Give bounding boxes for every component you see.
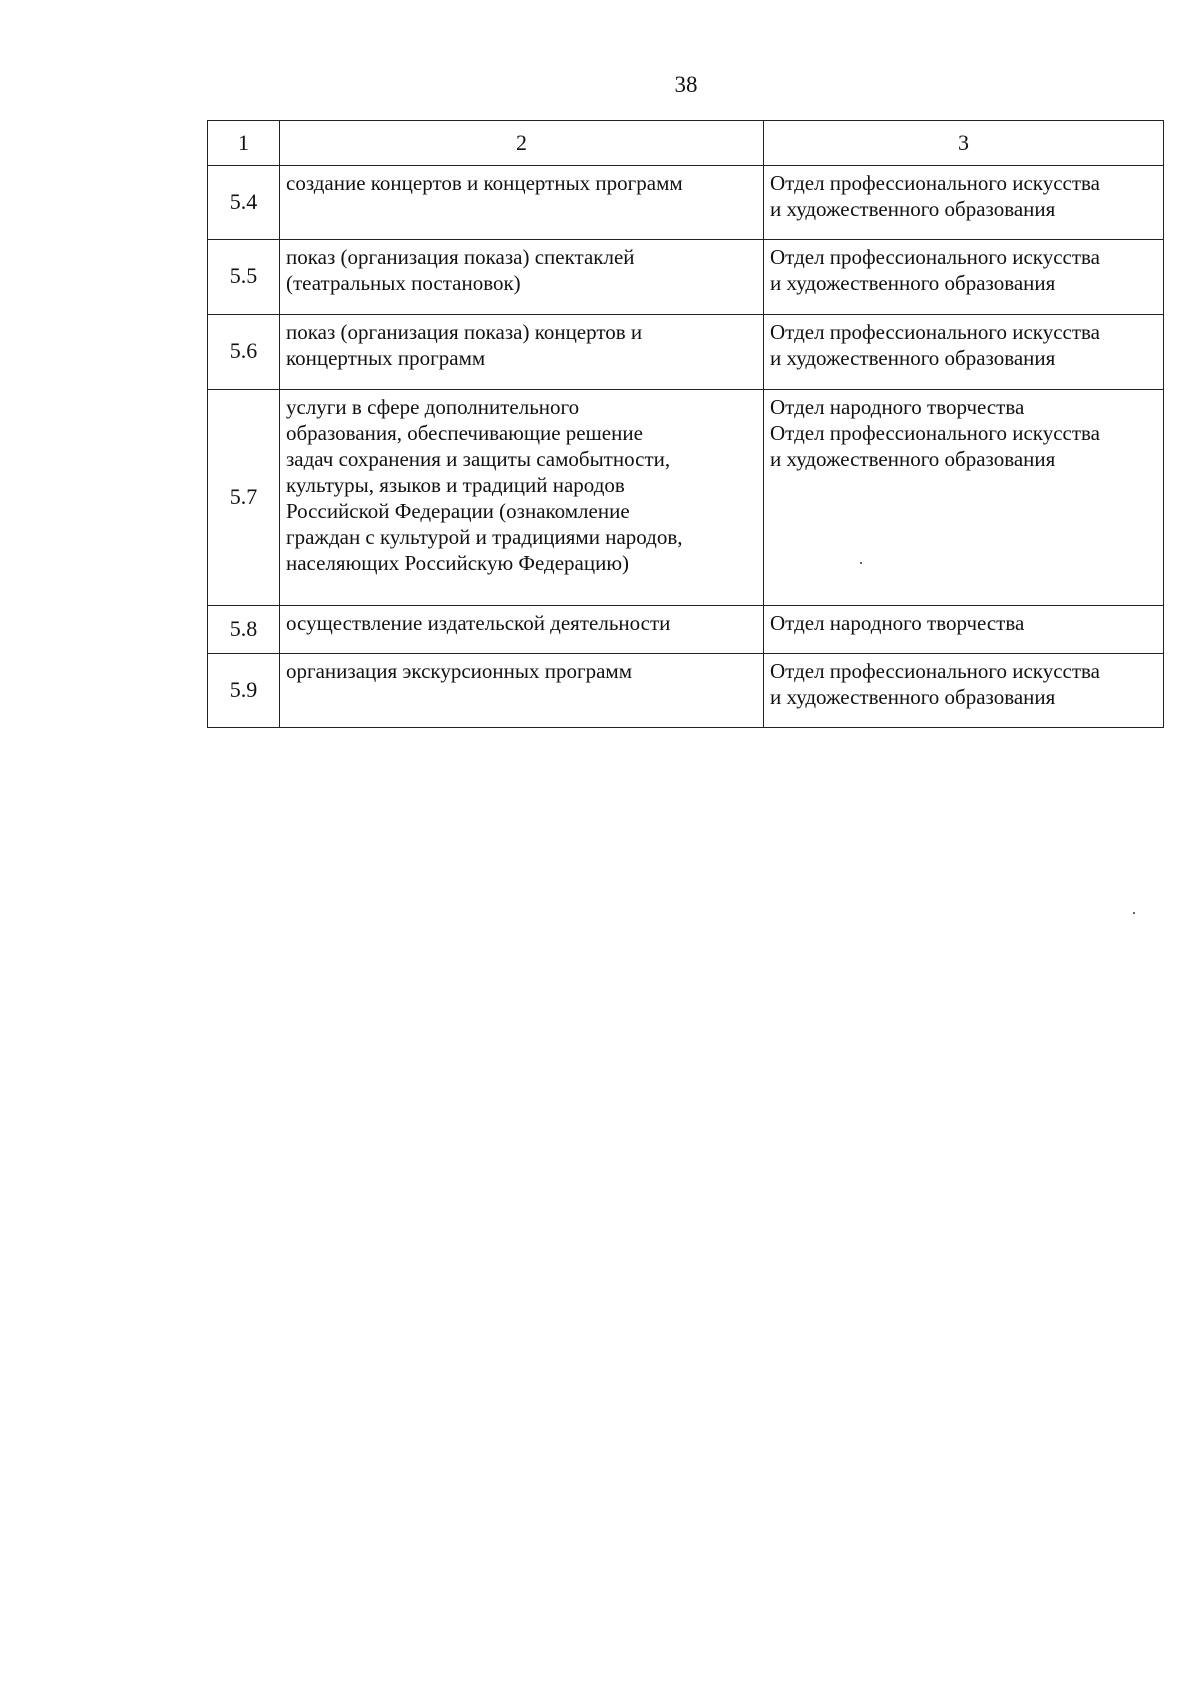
department-line: Отдел профессионального искусства <box>770 171 1100 195</box>
department-line: Отдел профессионального искусства <box>770 320 1100 344</box>
department-cell <box>764 240 1164 315</box>
department-line: и художественного образования <box>770 685 1056 709</box>
row-number: 5.9 <box>208 654 280 728</box>
department-cell <box>764 606 1164 654</box>
page-number: 38 <box>674 72 698 97</box>
service-line: образования, обеспечивающие решение <box>286 421 643 445</box>
table-row <box>208 240 1164 315</box>
department-line: Отдел профессионального искусства <box>770 421 1100 445</box>
table-row <box>208 315 1164 390</box>
row-number: 5.4 <box>208 166 280 240</box>
service-line: организация экскурсионных программ <box>286 659 632 683</box>
service-cell <box>280 240 764 315</box>
service-line: концертных программ <box>286 346 486 370</box>
service-line: Российской Федерации (ознакомление <box>286 499 630 523</box>
department-cell <box>764 654 1164 728</box>
department-line: и художественного образования <box>770 447 1056 471</box>
departments-table <box>207 120 1164 728</box>
service-line: населяющих Российскую Федерацию) <box>286 551 630 575</box>
service-cell <box>280 390 764 606</box>
table-row <box>208 654 1164 728</box>
header-cell-3: 3 <box>764 121 1164 166</box>
service-line: осуществление издательской деятельности <box>286 611 671 635</box>
row-number: 5.6 <box>208 315 280 390</box>
department-line: Отдел профессионального искусства <box>770 659 1100 683</box>
service-cell <box>280 654 764 728</box>
header-cell-2: 2 <box>280 121 764 166</box>
department-line: и художественного образования <box>770 346 1056 370</box>
department-cell <box>764 166 1164 240</box>
table-header-row <box>208 121 1164 166</box>
header-cell-1: 1 <box>208 121 280 166</box>
table-row <box>208 390 1164 606</box>
service-line: (театральных постановок) <box>286 271 521 295</box>
service-line: граждан с культурой и традициями народов, <box>286 525 683 549</box>
service-cell <box>280 606 764 654</box>
service-line: культуры, языков и традиций народов <box>286 473 625 497</box>
service-line: создание концертов и концертных программ <box>286 171 683 195</box>
scan-speck <box>1133 912 1135 914</box>
department-line: Отдел народного творчества <box>770 395 1025 419</box>
row-number: 5.8 <box>208 606 280 654</box>
row-number: 5.7 <box>208 390 280 606</box>
row-number: 5.5 <box>208 240 280 315</box>
service-line: показ (организация показа) спектаклей <box>286 245 635 269</box>
service-line: задач сохранения и защиты самобытности, <box>286 447 671 471</box>
department-cell <box>764 390 1164 606</box>
department-line: и художественного образования <box>770 271 1056 295</box>
scan-speck <box>860 562 862 564</box>
department-cell <box>764 315 1164 390</box>
service-cell <box>280 315 764 390</box>
service-cell <box>280 166 764 240</box>
department-line: Отдел народного творчества <box>770 611 1025 635</box>
table-row <box>208 166 1164 240</box>
service-line: услуги в сфере дополнительного <box>286 395 580 419</box>
department-line: Отдел профессионального искусства <box>770 245 1100 269</box>
service-line: показ (организация показа) концертов и <box>286 320 643 344</box>
department-line: и художественного образования <box>770 197 1056 221</box>
table-row <box>208 606 1164 654</box>
